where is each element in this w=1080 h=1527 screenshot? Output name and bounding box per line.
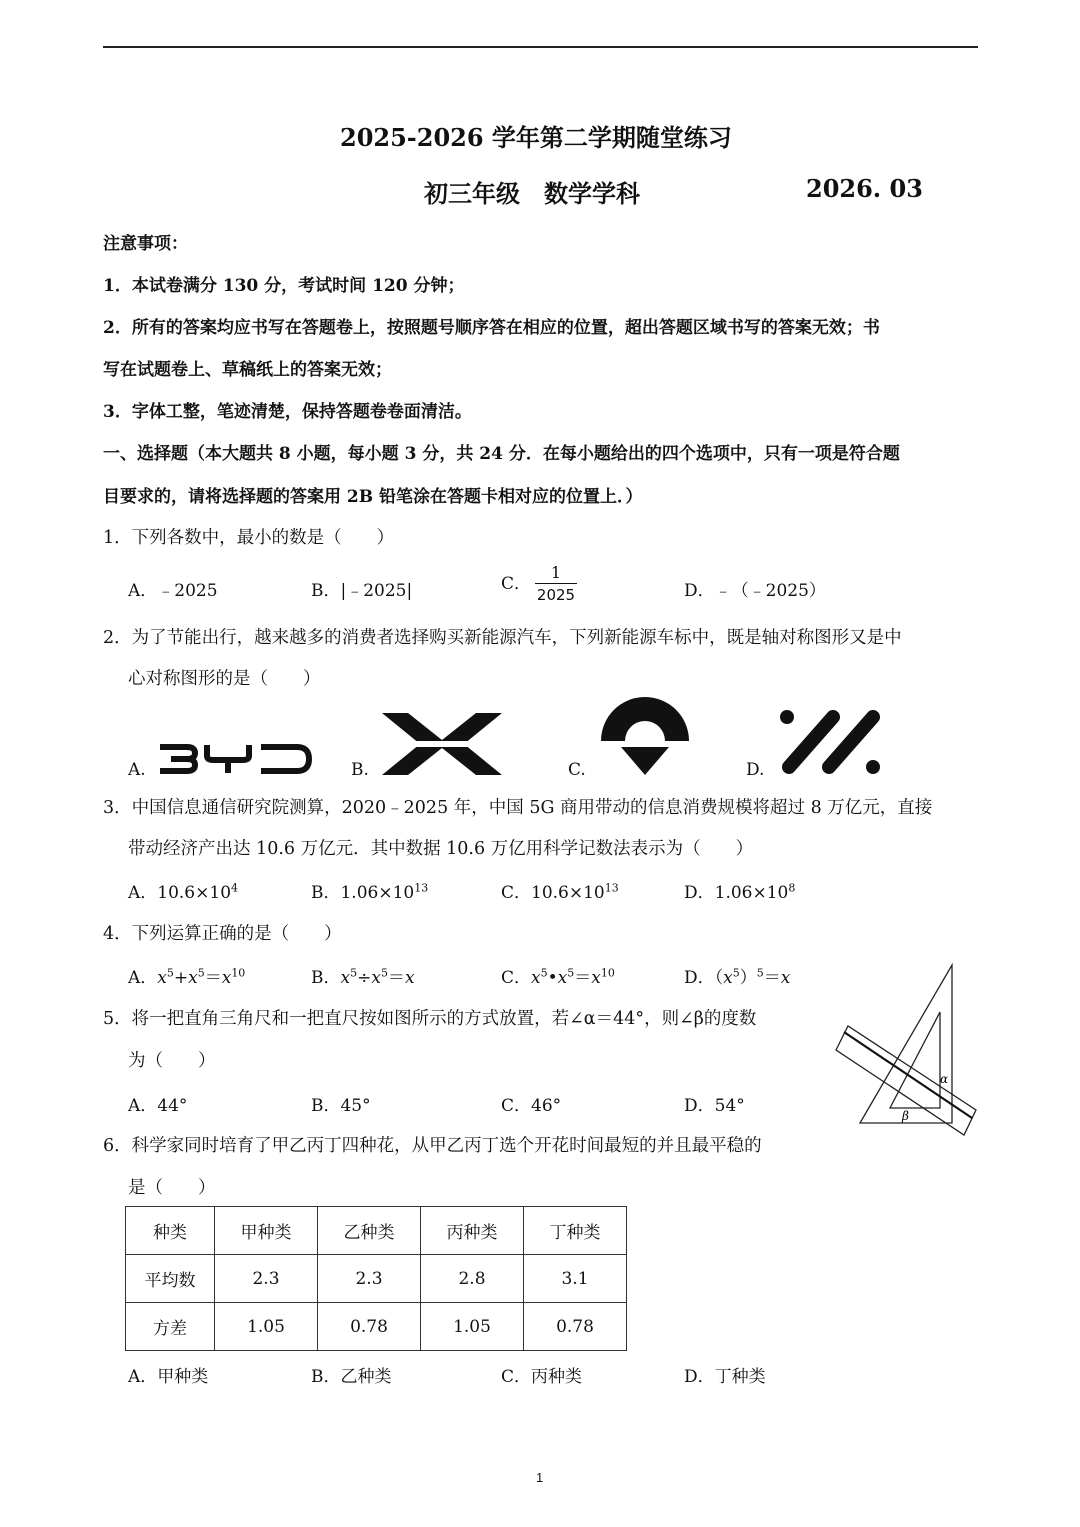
q3-b-base: B．1.06×10 (311, 883, 415, 903)
q5-stem-1: 5．将一把直角三角尺和一把直尺按如图所示的方式放置，若∠α＝44°，则∠β的度数 (103, 1009, 757, 1029)
q5-option-b: B．45° (311, 1096, 371, 1116)
q6-option-b: B．乙种类 (311, 1367, 392, 1387)
table-cell: 平均数 (126, 1255, 215, 1303)
table-cell: 甲种类 (215, 1207, 318, 1255)
triangle-ruler-figure (832, 960, 980, 1144)
math-exp: 10 (600, 966, 615, 980)
q3-option-b (311, 878, 428, 903)
q4-option-b (311, 963, 415, 988)
xpeng-logo-icon (380, 711, 506, 777)
math-exp: 5 (732, 966, 740, 980)
q1-option-a: A．﹣2025 (128, 581, 218, 601)
math-exp: 10 (231, 966, 246, 980)
table-row (126, 1255, 627, 1303)
table-cell: 丙种类 (421, 1207, 524, 1255)
q1-option-b: B．|﹣2025| (311, 581, 413, 601)
math-var: x (780, 968, 791, 988)
exam-title: 2025-2026 学年第二学期随堂练习 (340, 123, 732, 152)
q4-d-label: D． (684, 968, 715, 988)
math-exp: 5 (166, 966, 174, 980)
q6-data-table (125, 1206, 627, 1351)
q4-option-a (128, 963, 245, 988)
table-cell: 乙种类 (318, 1207, 421, 1255)
q3-c-exp: 13 (604, 881, 619, 895)
q1-option-c (501, 563, 577, 606)
note-2b: 写在试题卷上、草稿纸上的答案无效； (103, 360, 392, 380)
math-op: ） (739, 968, 757, 988)
q5-option-a: A．44° (128, 1096, 188, 1116)
math-exp: 5 (540, 966, 548, 980)
q3-option-d (684, 878, 795, 903)
math-var: x (591, 968, 601, 988)
table-cell: 丁种类 (524, 1207, 627, 1255)
q3-stem-1: 3．中国信息通信研究院测算，2020﹣2025 年，中国 5G 商用带动的信息消费规模将超过 8 万亿元，直接 (103, 798, 933, 818)
q2-option-b: B. (351, 760, 369, 780)
beta-label: β (902, 1109, 909, 1123)
q3-d-exp: 8 (788, 881, 796, 895)
note-1: 1．本试卷满分 130 分，考试时间 120 分钟； (103, 276, 465, 296)
notes-heading: 注意事项： (103, 234, 188, 254)
header-rule (103, 46, 978, 48)
math-exp: 5 (380, 966, 388, 980)
section1-line2: 目要求的，请将选择题的答案用 2B 铅笔涂在答题卡相对应的位置上．） (103, 487, 643, 507)
math-op: ＝ (574, 968, 592, 988)
q2-option-c: C. (568, 760, 586, 780)
slash-logo-icon (777, 707, 885, 777)
fraction-denominator: 2025 (536, 586, 576, 604)
table-cell: 0.78 (318, 1303, 421, 1351)
q6-option-d: D．丁种类 (684, 1367, 766, 1387)
math-op: （ (714, 968, 724, 988)
q1-option-d: D．﹣（﹣2025） (684, 581, 826, 601)
q1-option-c-label: C． (501, 574, 532, 594)
math-op: • (547, 968, 558, 988)
table-cell: 2.3 (215, 1255, 318, 1303)
math-op: + (173, 968, 189, 988)
exam-date: 2026. 03 (806, 174, 923, 203)
fraction (535, 563, 577, 606)
math-exp: 5 (756, 966, 764, 980)
q6-stem-1: 6．科学家同时培育了甲乙丙丁四种花，从甲乙丙丁选个开花时间最短的并且最平稳的 (103, 1136, 762, 1156)
math-exp: 5 (567, 966, 575, 980)
q4-b-label: B． (311, 968, 341, 988)
q3-stem-2: 带动经济产出达 10.6 万亿元．其中数据 10.6 万亿用科学记数法表示为（ ） (128, 839, 754, 859)
table-cell: 方差 (126, 1303, 215, 1351)
page-number: 1 (536, 1470, 544, 1485)
q4-stem: 4．下列运算正确的是（ ） (103, 924, 342, 944)
math-op: ＝ (204, 968, 222, 988)
q6-stem-2: 是（ ） (128, 1178, 216, 1198)
note-2a: 2．所有的答案均应书写在答题卷上，按照题号顺序答在相应的位置，超出答题区域书写的答案无效；书 (103, 318, 880, 338)
alpha-label: α (940, 1072, 949, 1086)
math-var: x (188, 968, 198, 988)
math-var: x (531, 968, 541, 988)
math-op: ＝ (763, 968, 781, 988)
table-row (126, 1207, 627, 1255)
math-var: x (723, 968, 733, 988)
q6-option-a: A．甲种类 (128, 1367, 209, 1387)
q3-a-base: A．10.6×10 (128, 883, 232, 903)
q2-option-d: D. (746, 760, 765, 780)
q3-option-c (501, 878, 619, 903)
q2-stem-2: 心对称图形的是（ ） (128, 669, 321, 689)
note-3: 3．字体工整，笔迹清楚，保持答题卷卷面清洁。 (103, 402, 472, 422)
math-exp: 5 (197, 966, 205, 980)
table-cell: 种类 (126, 1207, 215, 1255)
table-cell: 2.3 (318, 1255, 421, 1303)
q2-stem-1: 2．为了节能出行，越来越多的消费者选择购买新能源汽车，下列新能源车标中，既是轴对称图形又是中 (103, 628, 902, 648)
math-op: ÷ (357, 968, 372, 988)
table-row (126, 1303, 627, 1351)
math-var: x (404, 968, 415, 988)
q4-option-d (684, 963, 790, 988)
q5-option-d: D．54° (684, 1096, 745, 1116)
math-var: x (221, 968, 232, 988)
q5-option-c: C．46° (501, 1096, 562, 1116)
q3-b-exp: 13 (414, 881, 429, 895)
math-var: x (157, 968, 167, 988)
table-cell: 1.05 (215, 1303, 318, 1351)
math-exp: 5 (350, 966, 358, 980)
exam-subject: 初三年级 数学学科 (424, 179, 640, 208)
q5-stem-2: 为（ ） (128, 1051, 216, 1071)
math-var: x (371, 968, 381, 988)
q1-stem: 1．下列各数中，最小的数是（ ） (103, 528, 395, 548)
q2-option-a: A. (128, 760, 146, 780)
section1-line1: 一、选择题（本大题共 8 小题，每小题 3 分，共 24 分．在每小题给出的四个选项中，只有一项是符合题 (103, 444, 900, 464)
q3-a-exp: 4 (231, 881, 239, 895)
q4-a-label: A． (128, 968, 158, 988)
nio-logo-icon (599, 697, 691, 777)
table-cell: 3.1 (524, 1255, 627, 1303)
q6-option-c: C．丙种类 (501, 1367, 583, 1387)
q3-c-base: C．10.6×10 (501, 883, 605, 903)
math-var: x (557, 968, 568, 988)
math-op: ＝ (387, 968, 405, 988)
q4-option-c (501, 963, 615, 988)
table-cell: 2.8 (421, 1255, 524, 1303)
q3-d-base: D．1.06×10 (684, 883, 789, 903)
table-cell: 1.05 (421, 1303, 524, 1351)
q3-option-a (128, 878, 238, 903)
fraction-numerator: 1 (550, 563, 562, 582)
table-cell: 0.78 (524, 1303, 627, 1351)
byd-logo-icon (157, 742, 315, 776)
q4-c-label: C． (501, 968, 532, 988)
math-var: x (340, 968, 351, 988)
